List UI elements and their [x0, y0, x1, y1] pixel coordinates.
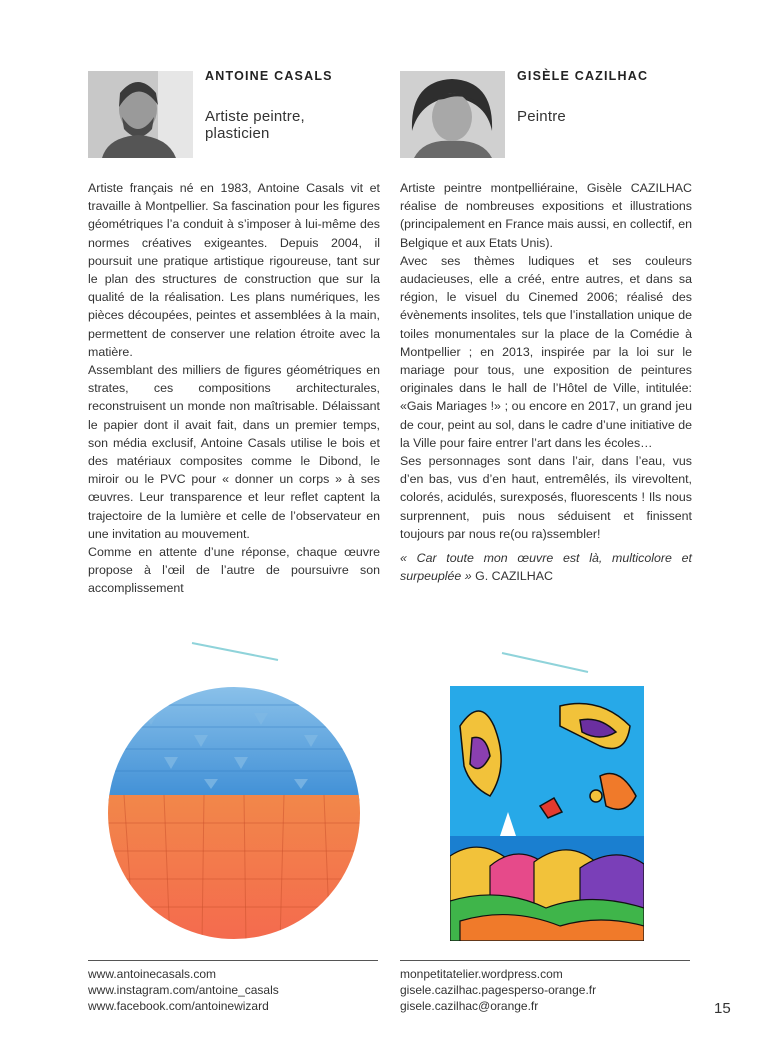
artist-role: Peintre [517, 108, 566, 125]
instagram-link[interactable]: www.instagram.com/antoine_casals [88, 983, 279, 997]
accent-line [190, 640, 282, 664]
footer-rule [88, 960, 378, 961]
artist-name: GISÈLE CAZILHAC [517, 69, 649, 83]
artist-biography: Artiste peintre montpelliéraine, Gisèle CAZILHAC réalise de nombreuses expositions et illustrations (principalement en France mais aussi, en collectif, en Belgique et aux Etats Unis). Avec ses thèmes ludiques et ses couleurs audacieuses, elle a créé, entre autres, et dans sa région, le visuel du Cinemed 2006; réalisé des évènements insolites, tels que l’installation unique de toiles monumentales sur la place de la Comédie à Montpellier ; en 2013, inspirée par la loi sur le mariage pour tous, une exposition de peintures originales dans le hall de l’Hôtel de Ville, intitulée: «Gais Mariages !» ; ou encore en 2017, un grand jeu de cour, peint au sol, dans le cadre d’une initiative de la Ville pour faire entrer l’art dans les écoles… Ses personnages sont dans l’air, dans l’eau, vus d’en bas, vus d’en haut, entremêlés, ils virevoltent, colorés, acidulés, surexposés, fluorescents ! Ils nous surprennent, puis nous séduisent et finissent toujours par nous re(ou ra)ssembler! « Car toute mon œuvre est là, multicolore et surpeuplée » G. CAZILHAC [400, 179, 692, 585]
email-link[interactable]: gisele.cazilhac@orange.fr [400, 999, 539, 1013]
artist-name: ANTOINE CASALS [205, 69, 333, 83]
artist-portrait-photo [400, 71, 505, 158]
artist-portrait-photo [88, 71, 193, 158]
page-number: 15 [714, 1000, 731, 1017]
geometric-disc-artwork [104, 683, 364, 943]
website-link[interactable]: monpetitatelier.wordpress.com [400, 967, 563, 981]
artist-links [400, 966, 596, 1014]
website-link[interactable]: www.antoinecasals.com [88, 967, 217, 981]
footer-rule [400, 960, 690, 961]
colorful-figures-painting [450, 686, 644, 941]
artist-biography: Artiste français né en 1983, Antoine Casals vit et travaille à Montpellier. Sa fascination pour les figures géométriques l’a conduit à s’imposer à lui-même des normes créatives exigeantes. Depuis 2004, il poursuit une pratique artistique rigoureuse, tant sur le plan des structures de construction que sur la qualité de la réalisation. Les plans numériques, les pièces découpées, peintes et assemblées à la main, permettent de conserver une relation étroite avec la matière. Assemblant des milliers de figures géométriques en strates, ces compositions architecturales, reconstruisent un monde non maîtrisable. Délaissant le papier dont il avait fait, dans un premier temps, son média exclusif, Antoine Casals utilise le bois et des matériaux composites comme le Dibond, le miroir ou le PVC pour « donner un corps » à ses œuvres. Leur transparence et leur reflet captent la trajectoire de la lumière et celle de l’observateur en une invitation au mouvement. Comme en attente d’une réponse, chaque œuvre propose à l’œil de l’autre de poursuivre son accomplissement [88, 181, 380, 596]
website-link[interactable]: gisele.cazilhac.pagesperso-orange.fr [400, 983, 597, 997]
facebook-link[interactable]: www.facebook.com/antoinewizard [88, 999, 269, 1013]
accent-line [500, 650, 592, 678]
artist-links [88, 966, 279, 1014]
artist-quote: « Car toute mon œuvre est là, multicolore et surpeuplée » G. CAZILHAC [400, 551, 692, 584]
artist-role: Artiste peintre, plasticien [205, 108, 305, 142]
